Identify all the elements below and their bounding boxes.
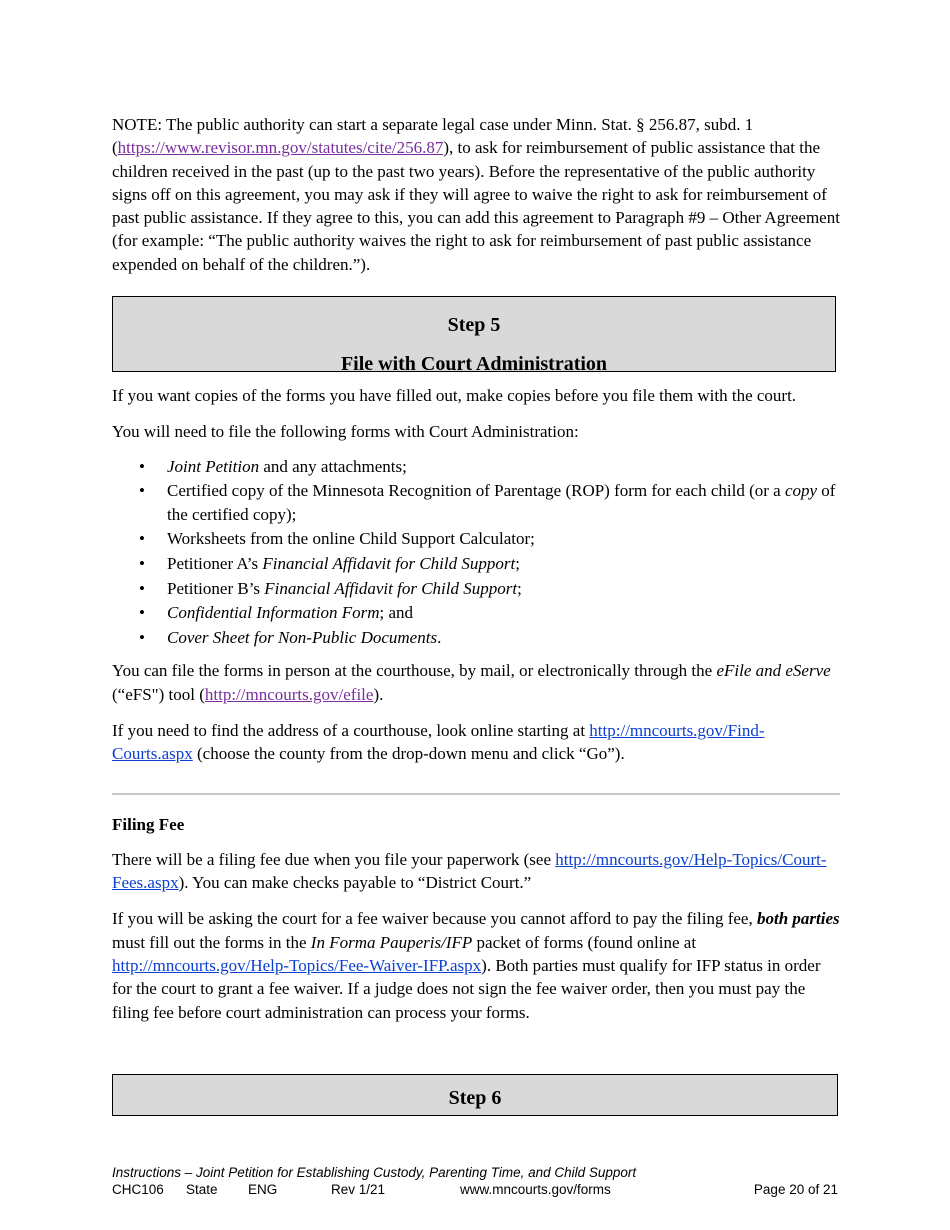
fee-waiver-text: must fill out the forms in the xyxy=(112,932,311,952)
fee-waiver-text: If you will be asking the court for a fee waiver because you cannot afford to pay the filing fee, xyxy=(112,909,757,929)
courthouse-address-paragraph xyxy=(112,719,840,766)
footer-website: www.mncourts.gov/forms xyxy=(460,1182,611,1197)
list-item-text: Petitioner B’s xyxy=(167,578,265,598)
list-item xyxy=(167,455,840,478)
form-title: Cover Sheet for Non-Public Documents xyxy=(167,628,438,648)
list-item-text: and any attachments; xyxy=(259,456,407,476)
footer-page-number: Page 20 of 21 xyxy=(753,1182,838,1197)
fee-waiver-text: ). Both parties must qualify for IFP status in order for the court to grant a fee waiver. If a judge does not sign the fee waiver order, then you must pay the filing fee before court administration can process your forms. xyxy=(112,956,821,1022)
footer-state: State xyxy=(186,1182,218,1197)
both-parties-emphasis: both parties xyxy=(756,909,840,929)
step-6-title: Step 6 xyxy=(448,1087,502,1109)
note-text-2: ), to ask for reimbursement of public assistance that the children received in the past (up to the past two years). Before the representative of the public authority signs off on this agreement, you may ask if they will agree to waive the right to ask for reimbursement of past public assistance. If they agree to this, you can add this agreement to Paragraph #9 – Other Agreement (for example: “The public authority waives the right to ask for reimbursement of past public assistance expended on behalf of the children.”). xyxy=(112,138,840,274)
section-divider xyxy=(112,793,840,795)
list-item-text: ; and xyxy=(379,603,414,623)
list-item-text: Petitioner A’s xyxy=(167,554,263,574)
address-text: If you need to find the address of a courthouse, look online starting at xyxy=(112,720,590,740)
court-fees-link[interactable]: http://mncourts.gov/Help-Topics/Court-Fees.aspx xyxy=(112,849,827,893)
fee-waiver-text: packet of forms (found online at xyxy=(472,932,697,952)
page-footer xyxy=(112,1164,840,1198)
efile-link[interactable]: http://mncourts.gov/efile xyxy=(204,684,374,704)
list-item-text: Certified copy of the Minnesota Recognition of Parentage (ROP) form for each child (or a xyxy=(167,481,785,501)
form-title: Joint Petition xyxy=(167,456,260,476)
form-title: Financial Affidavit for Child Support xyxy=(264,578,518,598)
form-title: Confidential Information Form xyxy=(167,603,380,623)
footer-form-code: CHC106 xyxy=(112,1182,164,1197)
find-courts-link[interactable]: http://mncourts.gov/Find-Courts.aspx xyxy=(112,720,765,764)
revisor-statute-link[interactable]: https://www.revisor.mn.gov/statutes/cite/256.87 xyxy=(117,138,444,158)
footer-language: ENG xyxy=(248,1182,278,1197)
fee-waiver-ifp-link[interactable]: http://mncourts.gov/Help-Topics/Fee-Waiver-IFP.aspx xyxy=(112,956,482,976)
note-text-1: NOTE: The public authority can start a separate legal case under Minn. Stat. § 256.87, subd. 1 ( xyxy=(112,115,754,158)
filing-methods-text: (“eFS") tool ( xyxy=(112,684,205,704)
step-5-subtitle: File with Court Administration xyxy=(340,353,608,376)
list-item-text: ; xyxy=(517,578,522,598)
filing-fee-text: ). You can make checks payable to “District Court.” xyxy=(178,873,532,893)
fee-waiver-paragraph xyxy=(112,907,840,1023)
public-authority-note xyxy=(112,113,840,276)
filing-methods-text: ). xyxy=(373,684,384,704)
filing-methods-text: You can file the forms in person at the courthouse, by mail, or electronically through the xyxy=(112,661,717,681)
footer-document-title: Instructions – Joint Petition for Establishing Custody, Parenting Time, and Child Support xyxy=(112,1165,637,1180)
filing-fee-text: There will be a filing fee due when you file your paperwork (see xyxy=(112,849,556,869)
step-6-header xyxy=(112,1074,838,1116)
list-item xyxy=(167,626,840,649)
list-item-text: of the certified copy); xyxy=(167,481,836,524)
list-item xyxy=(167,577,840,600)
filing-fee-paragraph xyxy=(112,848,840,895)
list-item xyxy=(167,479,840,526)
form-title: Financial Affidavit for Child Support xyxy=(262,554,516,574)
ifp-packet-name: In Forma Pauperis/IFP xyxy=(310,932,473,952)
filing-fee-heading: Filing Fee xyxy=(112,814,185,834)
forms-list xyxy=(112,455,840,650)
filing-methods-paragraph xyxy=(112,659,840,706)
list-item-text: ; xyxy=(515,554,520,574)
step-5-title: Step 5 xyxy=(447,314,501,337)
list-item-text: . xyxy=(437,628,442,648)
list-item-text: Worksheets from the online Child Support Calculator; xyxy=(167,529,535,549)
efile-tool-name: eFile and eServe xyxy=(716,661,831,681)
footer-revision: Rev 1/21 xyxy=(331,1182,386,1197)
copies-paragraph: If you want copies of the forms you have filled out, make copies before you file them with the court. xyxy=(112,386,797,406)
step-5-header xyxy=(112,296,836,376)
address-text: (choose the county from the drop-down menu and click “Go”). xyxy=(192,744,625,764)
list-item xyxy=(167,601,840,624)
page-content xyxy=(112,113,840,1024)
list-item xyxy=(167,527,840,550)
form-title: copy xyxy=(784,481,818,501)
forms-intro-paragraph: You will need to file the following forms with Court Administration: xyxy=(112,422,579,442)
list-item xyxy=(167,552,840,575)
